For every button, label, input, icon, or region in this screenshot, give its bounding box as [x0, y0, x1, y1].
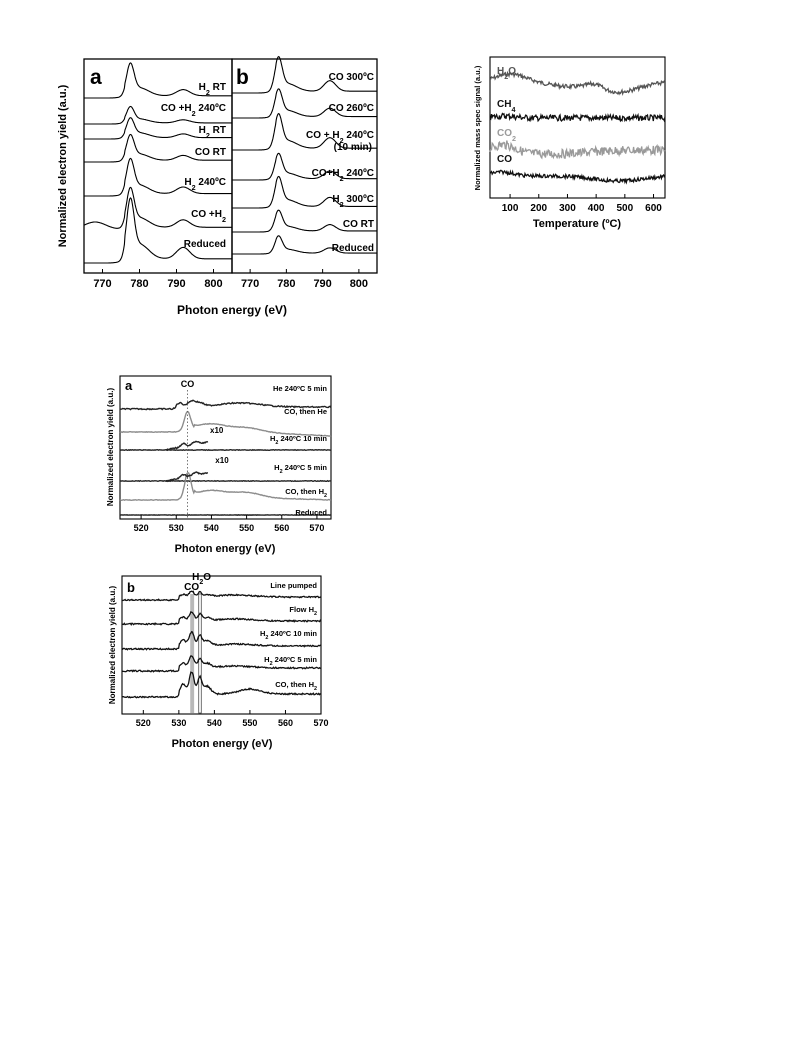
spectrum-line [122, 591, 321, 601]
x-tick-label: 800 [349, 278, 369, 290]
spectrum-line [84, 198, 232, 263]
series-label: CO RT [194, 147, 226, 158]
co-annotation: CO [184, 582, 200, 593]
series-label: CO + $H_2$ 240ºC [306, 130, 374, 145]
series-label: $H_2$ 240ºC 10 min [259, 629, 317, 641]
o-k-a-ticks [134, 515, 325, 533]
x-tick-label: 540 [203, 523, 219, 533]
x-tick-label: 790 [167, 278, 186, 290]
series-label: $H_2$ 240ºC [184, 177, 226, 192]
x10-label: x10 [210, 426, 224, 435]
o-k-b-xlabel: Photon energy (eV) [171, 738, 273, 750]
panel-o-k-a [106, 376, 331, 555]
series-label: $H_2$ 240ºC 5 min [274, 463, 327, 475]
x-tick-label: 570 [313, 718, 329, 728]
series-label: CO, then $H_2$ [285, 487, 327, 499]
panel-mass-spec [473, 57, 665, 230]
series-label: $CH_4$ [497, 99, 516, 114]
o-k-a-letter: a [125, 378, 133, 393]
x-tick-label: 200 [530, 203, 548, 214]
mass-spec-ticks [502, 194, 663, 214]
mass-spec-line [490, 170, 665, 182]
series-label: $H_2$ RT [198, 82, 226, 97]
series-label: $CO_2$ [497, 128, 516, 143]
x-tick-label: 790 [313, 278, 332, 290]
spectrum-line [120, 481, 331, 482]
series-label: $H_2O$ [497, 66, 517, 81]
x-tick-label: 300 [559, 203, 576, 214]
x-tick-label: 560 [274, 523, 290, 533]
series-label: $H_2$ 240ºC 5 min [264, 655, 317, 667]
x-tick-label: 560 [277, 718, 293, 728]
x-tick-label: 100 [501, 203, 519, 214]
x-tick-label: 520 [133, 523, 149, 533]
o-k-b-ticks [136, 710, 329, 728]
o-k-b-letter: b [127, 580, 135, 595]
o-k-a-annotations [181, 379, 229, 518]
mass-spec-xlabel: Temperature (ºC) [532, 218, 622, 230]
series-label: $CO+H_2$ 240ºC [311, 168, 374, 183]
x-tick-label: 600 [645, 203, 662, 214]
series-label: Reduced [183, 239, 226, 250]
co-peak-label: CO [180, 379, 195, 389]
panel-a-ticks [93, 269, 222, 290]
h2o-band [199, 594, 201, 713]
series-label: CO, then $H_2$ [275, 680, 317, 692]
series-label: $H_2$ 300ºC [332, 194, 374, 209]
x-tick-label: 780 [130, 278, 149, 290]
x10-inset-line [166, 441, 208, 450]
panel-b-top [232, 57, 377, 290]
x-tick-label: 770 [240, 278, 260, 290]
o-k-a-xlabel: Photon energy (eV) [174, 543, 276, 555]
top-xlabel: Photon energy (eV) [176, 303, 288, 317]
panel-b-ticks [241, 269, 368, 290]
panel-b-labels [306, 72, 374, 254]
mass-spec-line [490, 114, 665, 121]
series-label: $H_2$ RT [198, 125, 226, 140]
o-k-a-frame [120, 376, 331, 519]
x-tick-label: 530 [168, 523, 184, 533]
mass-spec-line [490, 73, 665, 94]
series-label: CO [497, 154, 512, 165]
series-label: CO RT [342, 219, 374, 230]
x-tick-label: 550 [239, 523, 255, 533]
panel-o-k-b [108, 572, 329, 750]
x-tick-label: 550 [242, 718, 258, 728]
series-label: He 240ºC 5 min [272, 384, 327, 393]
series-label: CO $+H_2$ [191, 209, 226, 224]
series-label: Reduced [295, 508, 327, 517]
mass-spec-curves [490, 73, 665, 183]
x-tick-label: 400 [587, 203, 605, 214]
o-k-a-ylabel: Normalized electron yield (a.u.) [106, 387, 115, 507]
x-tick-label: 500 [616, 203, 634, 214]
o-k-b-ylabel: Normalized electron yield (a.u.) [108, 585, 117, 705]
x-tick-label: 520 [135, 718, 151, 728]
series-label: CO, then He [284, 407, 327, 416]
x10-label: x10 [215, 456, 229, 465]
series-label: CO 300ºC [328, 72, 374, 83]
x-tick-label: 780 [277, 278, 296, 290]
h2o-annotation: $H_2O$ [192, 572, 212, 586]
panel-a-ylabel: Normalized electron yield (a.u.) [57, 84, 69, 248]
series-label: CO $+H_2$ 240ºC [160, 103, 226, 118]
series-label-line2: (10 min) [333, 142, 372, 153]
x-tick-label: 540 [206, 718, 222, 728]
mass-spec-ylabel: Normalized mass spec signal (a.u.) [473, 65, 482, 191]
spectrum-line [120, 450, 331, 451]
panel-b-letter: b [236, 66, 249, 89]
panel-a-letter: a [90, 66, 102, 89]
x-tick-label: 530 [171, 718, 187, 728]
x-tick-label: 570 [309, 523, 325, 533]
x-tick-label: 770 [93, 278, 112, 290]
series-label: Line pumped [270, 581, 317, 590]
series-label: Reduced [331, 243, 374, 254]
x-tick-label: 800 [204, 278, 223, 290]
mass-spec-line [490, 141, 665, 159]
series-label: CO 260ºC [328, 103, 374, 114]
series-label: Flow $H_2$ [289, 605, 317, 617]
panel-a-top [57, 59, 232, 290]
series-label: $H_2$ 240ºC 10 min [269, 434, 327, 446]
